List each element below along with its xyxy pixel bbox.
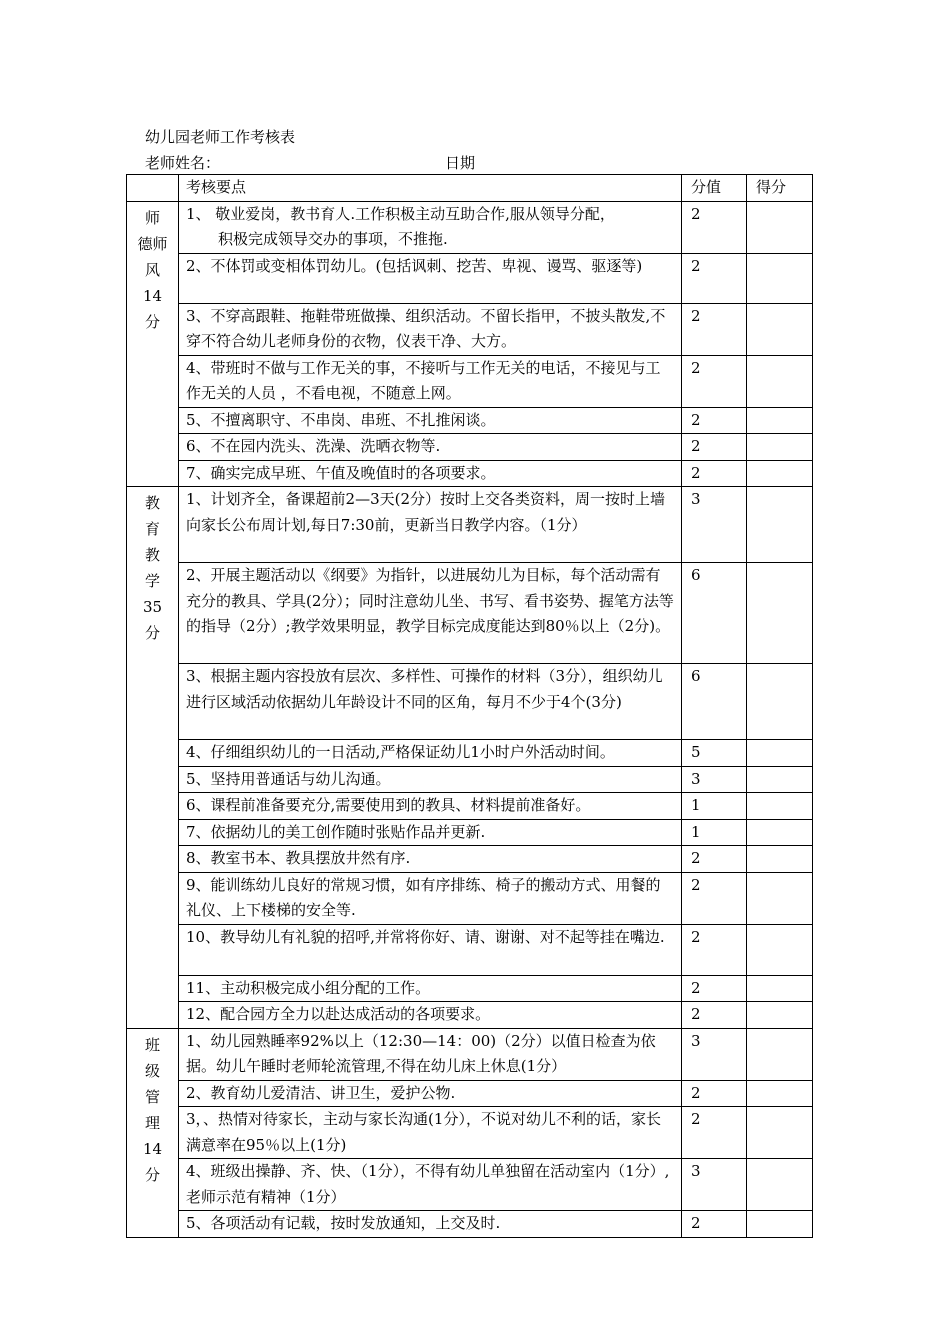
category-line: 班 bbox=[144, 1035, 160, 1054]
table-row bbox=[127, 1002, 813, 1029]
item-cell bbox=[179, 1159, 682, 1211]
item-cell bbox=[179, 664, 682, 740]
category-line: 14 bbox=[142, 1139, 163, 1158]
table-row bbox=[127, 487, 813, 563]
table-row bbox=[127, 1159, 813, 1211]
score-value: 2 bbox=[682, 201, 747, 253]
score-value: 2 bbox=[682, 872, 747, 924]
table-row bbox=[127, 407, 813, 434]
score-value: 1 bbox=[682, 793, 747, 820]
result-cell bbox=[747, 434, 813, 461]
item-cell bbox=[179, 487, 682, 563]
score-value: 1 bbox=[682, 819, 747, 846]
result-cell bbox=[747, 975, 813, 1002]
table-row bbox=[127, 1107, 813, 1159]
item-cell bbox=[179, 563, 682, 664]
table-row bbox=[127, 253, 813, 303]
item-cell bbox=[179, 434, 682, 461]
item-text: 3，、热情对待家长，主动与家长沟通(1分），不说对幼儿不利的话，家长满意率在95％以上(1分) bbox=[186, 1110, 661, 1154]
result-cell bbox=[747, 355, 813, 407]
score-value: 2 bbox=[682, 975, 747, 1002]
category-line: 教 bbox=[144, 546, 160, 564]
score-value: 2 bbox=[682, 846, 747, 873]
table-row bbox=[127, 434, 813, 461]
result-cell bbox=[747, 1107, 813, 1159]
result-cell bbox=[747, 819, 813, 846]
item-cell bbox=[179, 407, 682, 434]
item-cell bbox=[179, 740, 682, 767]
result-cell bbox=[747, 1159, 813, 1211]
score-value: 3 bbox=[682, 1159, 747, 1211]
table-row bbox=[127, 766, 813, 793]
item-text: 6、不在园内洗头、洗澡、洗晒衣物等. bbox=[186, 437, 441, 455]
item-cell bbox=[179, 846, 682, 873]
score-value: 2 bbox=[682, 407, 747, 434]
category-line: 风 bbox=[144, 260, 160, 279]
result-cell bbox=[747, 846, 813, 873]
item-text: 5、各项活动有记载，按时发放通知，上交及时. bbox=[186, 1214, 501, 1232]
category-cell bbox=[127, 1028, 179, 1237]
item-text: 12、配合园方全力以赴达成活动的各项要求。 bbox=[186, 1005, 491, 1023]
score-value: 2 bbox=[682, 1002, 747, 1029]
category-line: 分 bbox=[144, 312, 160, 331]
header-result: 得分 bbox=[747, 175, 813, 202]
result-cell bbox=[747, 664, 813, 740]
category-line: 级 bbox=[144, 1061, 160, 1080]
item-text: 7、依据幼儿的美工创作随时张贴作品并更新. bbox=[186, 822, 486, 841]
result-cell bbox=[747, 1028, 813, 1080]
category-line: 师 bbox=[144, 208, 160, 227]
table-row bbox=[127, 303, 813, 355]
item-cell bbox=[179, 872, 682, 924]
result-cell bbox=[747, 407, 813, 434]
header-score: 分值 bbox=[682, 175, 747, 202]
item-cell bbox=[179, 1080, 682, 1107]
item-text: 6、课程前准备要充分,需要使用到的教具、材料提前准备好。 bbox=[186, 796, 591, 814]
item-cell bbox=[179, 355, 682, 407]
item-text: 3、根据主题内容投放有层次、多样性、可操作的材料（3分），组织幼儿进行区域活动依据幼儿年龄设计不同的区角，每月不少于4个(3分) bbox=[186, 667, 663, 711]
category-cell bbox=[127, 487, 179, 1029]
result-cell bbox=[747, 563, 813, 664]
table-row bbox=[127, 1211, 813, 1238]
score-value: 5 bbox=[682, 740, 747, 767]
result-cell bbox=[747, 924, 813, 975]
item-text: 4、班级出操静、齐、快、（1分），不得有幼儿单独留在活动室内（1分）,老师示范有精神（1分） bbox=[186, 1162, 670, 1206]
table-row bbox=[127, 740, 813, 767]
result-cell bbox=[747, 793, 813, 820]
item-cell bbox=[179, 1107, 682, 1159]
evaluation-table bbox=[126, 174, 813, 1238]
item-cell bbox=[179, 793, 682, 820]
table-row bbox=[127, 664, 813, 740]
result-cell bbox=[747, 872, 813, 924]
score-value: 2 bbox=[682, 355, 747, 407]
item-text-continued: 积极完成领导交办的事项，不推拖. bbox=[218, 230, 448, 248]
table-row bbox=[127, 975, 813, 1002]
result-cell bbox=[747, 740, 813, 767]
item-cell bbox=[179, 1028, 682, 1080]
item-text: 3、不穿高跟鞋、拖鞋带班做操、组织活动。不留长指甲，不披头散发,不穿不符合幼儿老师身份的衣物，仪表干净、大方。 bbox=[186, 306, 666, 350]
result-cell bbox=[747, 1002, 813, 1029]
result-cell bbox=[747, 1080, 813, 1107]
item-text: 9、能训练幼儿良好的常规习惯，如有序排练、椅子的搬动方式、用餐的礼仪、上下楼梯的安全等. bbox=[186, 875, 661, 919]
item-cell bbox=[179, 924, 682, 975]
table-row bbox=[127, 563, 813, 664]
category-line: 德师 bbox=[137, 234, 168, 253]
item-cell bbox=[179, 303, 682, 355]
table-row bbox=[127, 201, 813, 253]
score-value: 6 bbox=[682, 563, 747, 664]
category-line: 学 bbox=[144, 572, 160, 590]
item-text: 5、坚持用普通话与幼儿沟通。 bbox=[186, 769, 391, 788]
item-text: 1、 敬业爱岗，教书育人.工作积极主动互助合作,服从领导分配， bbox=[186, 204, 615, 223]
header-row bbox=[127, 175, 813, 202]
item-cell bbox=[179, 1002, 682, 1029]
category-line: 分 bbox=[144, 624, 160, 642]
score-value: 6 bbox=[682, 664, 747, 740]
table-row bbox=[127, 1028, 813, 1080]
score-value: 2 bbox=[682, 1107, 747, 1159]
date-label: 日期 bbox=[445, 154, 476, 172]
result-cell bbox=[747, 253, 813, 303]
category-line: 分 bbox=[144, 1165, 160, 1184]
score-value: 3 bbox=[682, 1028, 747, 1080]
score-value: 2 bbox=[682, 1211, 747, 1238]
item-text: 2、开展主题活动以《纲要》为指针，以进展幼儿为目标，每个活动需有充分的教具、学具(2分）；同时注意幼儿坐、书写、看书姿势、握笔方法等的指导（2分）;教学效果明显，教学目标完成度能达到80％以上（2分)。 bbox=[186, 566, 674, 635]
item-text: 7、确实完成早班、午值及晚值时的各项要求。 bbox=[186, 463, 496, 482]
item-cell bbox=[179, 766, 682, 793]
item-text: 5、不擅离职守、不串岗、串班、不扎推闲谈。 bbox=[186, 410, 496, 429]
score-value: 2 bbox=[682, 253, 747, 303]
score-value: 2 bbox=[682, 460, 747, 487]
item-cell bbox=[179, 975, 682, 1002]
item-text: 2、教育幼儿爱清洁、讲卫生，爱护公物. bbox=[186, 1083, 456, 1102]
table-row bbox=[127, 872, 813, 924]
score-value: 2 bbox=[682, 1080, 747, 1107]
teacher-name-label: 老师姓名： bbox=[145, 154, 221, 172]
item-text: 10、教导幼儿有礼貌的招呼,并常将你好、请、谢谢、对不起等挂在嘴边. bbox=[186, 927, 665, 946]
form-meta bbox=[145, 152, 745, 173]
category-cell bbox=[127, 201, 179, 487]
item-cell bbox=[179, 1211, 682, 1238]
result-cell bbox=[747, 487, 813, 563]
item-text: 2、不体罚或变相体罚幼儿。(包括讽刺、挖苦、卑视、谩骂、驱逐等) bbox=[186, 256, 643, 275]
score-value: 3 bbox=[682, 487, 747, 563]
result-cell bbox=[747, 460, 813, 487]
table-row bbox=[127, 460, 813, 487]
table-row bbox=[127, 793, 813, 820]
item-text: 8、教室书本、教具摆放井然有序. bbox=[186, 849, 411, 867]
category-line: 育 bbox=[144, 520, 160, 538]
item-text: 1、幼儿园熟睡率92%以上（12:30—14：00)（2分）以值日检查为依据。幼儿午睡时老师轮流管理,不得在幼儿床上休息(1分） bbox=[186, 1031, 656, 1075]
score-value: 2 bbox=[682, 434, 747, 461]
score-value: 2 bbox=[682, 303, 747, 355]
score-value: 2 bbox=[682, 924, 747, 975]
result-cell bbox=[747, 201, 813, 253]
item-cell bbox=[179, 819, 682, 846]
page-title: 幼儿园老师工作考核表 bbox=[145, 128, 296, 146]
category-line: 教 bbox=[144, 494, 160, 512]
item-text: 11、主动积极完成小组分配的工作。 bbox=[186, 978, 431, 997]
table-row bbox=[127, 819, 813, 846]
header-category-cell bbox=[127, 175, 179, 202]
category-line: 35 bbox=[142, 598, 163, 616]
score-value: 3 bbox=[682, 766, 747, 793]
item-cell bbox=[179, 253, 682, 303]
item-text: 1、计划齐全，备课超前2—3天(2分）按时上交各类资料，周一按时上墙向家长公布周计划,每日7:30前，更新当日教学内容。（1分） bbox=[186, 490, 666, 534]
result-cell bbox=[747, 766, 813, 793]
table-row bbox=[127, 846, 813, 873]
category-line: 理 bbox=[144, 1113, 160, 1132]
result-cell bbox=[747, 1211, 813, 1238]
table-row bbox=[127, 355, 813, 407]
item-cell bbox=[179, 460, 682, 487]
table-row bbox=[127, 1080, 813, 1107]
header-item: 考核要点 bbox=[179, 175, 682, 202]
category-line: 管 bbox=[144, 1087, 160, 1106]
result-cell bbox=[747, 303, 813, 355]
item-cell bbox=[179, 201, 682, 253]
table-row bbox=[127, 924, 813, 975]
item-text: 4、仔细组织幼儿的一日活动,严格保证幼儿1小时户外活动时间。 bbox=[186, 743, 615, 761]
category-line: 14 bbox=[142, 286, 163, 305]
item-text: 4、带班时不做与工作无关的事，不接听与工作无关的电话，不接见与工作无关的人员 ，不看电视，不随意上网。 bbox=[186, 358, 661, 402]
